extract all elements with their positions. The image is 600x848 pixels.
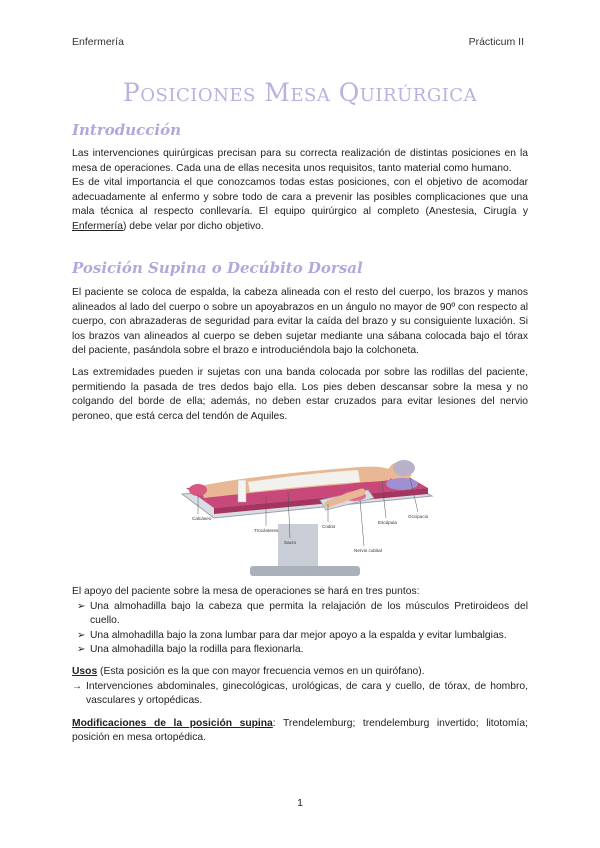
pointer-ulnar <box>360 500 364 546</box>
header-right: Prácticum II <box>468 36 524 48</box>
supine-position-illustration <box>178 442 436 580</box>
modificaciones-text: : Trendelemburg; trendelemburg invertido; litotomía; posición en mesa ortopédica. <box>72 717 528 744</box>
usos-list-item <box>72 680 528 709</box>
support-bullet-text: Una almohadilla bajo la cabeza que permita la relajación de los músculos Pretiroideos del cuello. <box>90 600 528 627</box>
support-intro: El apoyo del paciente sobre la mesa de operaciones se hará en tres puntos: <box>72 586 420 597</box>
header-left: Enfermería <box>72 36 124 48</box>
supina-support-section <box>72 585 528 746</box>
label-scapula: Escápula <box>378 520 397 525</box>
intro-paragraph-1: Las intervenciones quirúrgicas precisan para su correcta realización de distintas posiciones en la mesa de operaciones. Cada una de ellas necesita unos requisitos, tanto material como humano. <box>72 148 528 174</box>
usos-list <box>72 680 528 709</box>
label-occiput: Occipucio <box>408 514 429 519</box>
intro-heading: Introducción <box>72 121 182 139</box>
modificaciones-label: Modificaciones de la posición supina <box>72 717 273 729</box>
bullet-arrow-icon: ➢ <box>77 629 86 641</box>
support-bullet-list <box>72 600 528 658</box>
surgical-cap <box>393 460 415 476</box>
support-bullet-3 <box>72 643 528 658</box>
support-bullet-text: Una almohadilla bajo la rodilla para flexionarla. <box>90 644 304 656</box>
modificaciones-line <box>72 717 528 746</box>
page-title: Posiciones Mesa Quirúrgica <box>122 78 478 107</box>
intro-p2-after: ) debe velar por dicho objetivo. <box>122 220 264 232</box>
support-bullet-1 <box>72 600 528 629</box>
supina-paragraph-1: El paciente se coloca de espalda, la cabeza alineada con el resto del cuerpo, los brazos y manos alineados al lado del cuerpo o sobre un apoyabrazos en un ángulo no mayor de 90º con respecto al cuerpo, con abrazaderas de seguridad para evitar la caída del brazo y su consiguiente luxación. Si los brazos van alineados al cuerpo se deben sujetar mediante una sábana colocada bajo el tórax del paciente, pasándola sobre el brazo e introduciéndola bajo la colchoneta. <box>72 287 528 357</box>
usos-text: (Esta posición es la que con mayor frecuencia vemos en un quirófano). <box>97 665 425 677</box>
bullet-arrow-icon: ➢ <box>77 644 86 656</box>
knee-strap <box>238 480 246 502</box>
label-elbows: Codos <box>322 524 336 529</box>
support-bullet-text: Una almohadilla bajo la zona lumbar para dar mejor apoyo a la espalda y evitar lumbalgias. <box>90 629 507 641</box>
table-pedestal <box>278 524 318 568</box>
table-base <box>250 566 360 576</box>
supina-heading: Posición Supina o Decúbito Dorsal <box>72 259 363 277</box>
enfermeria-link[interactable]: Enfermería <box>72 220 123 232</box>
usos-label: Usos <box>72 665 98 677</box>
right-arrow-icon: → <box>72 680 82 692</box>
usos-list-text: Intervenciones abdominales, ginecológicas, urológicas, de cara y cuello, de tórax, de hombro, vasculares y ortopédicas. <box>86 680 528 707</box>
label-ulnar: Nervio cubital <box>354 548 382 553</box>
intro-section <box>72 121 528 235</box>
supina-section <box>72 259 528 424</box>
label-sacral: Sacro <box>284 540 297 545</box>
supina-paragraph-2: Las extremidades pueden ir sujetas con una banda colocada por sobre las rodillas del paciente, permitiendo la pasada de tres dedos bajo ella. Los pies deben descansar sobre la mesa y no colgando del borde de ella; además, no deben estar cruzados para evitar lesiones del nervio peroneo, que está cerca del tendón de Aquiles. <box>72 366 528 422</box>
usos-line <box>72 665 528 680</box>
intro-paragraph-2 <box>72 176 528 234</box>
label-trochanters: Trocánteres <box>254 528 279 533</box>
intro-p2-before: Es de vital importancia el que conozcamos todas estas posiciones, con el objetivo de acomodar adecuadamente al enfermo y sobre todo de cara a prevenir las posibles complicaciones que una mala técnica al respecto conllevaría. El equipo quirúrgico al completo (Anestesia, Cirugía y <box>72 177 528 218</box>
bullet-arrow-icon: ➢ <box>77 600 86 612</box>
support-bullet-2 <box>72 629 528 644</box>
page-number: 1 <box>297 797 303 809</box>
head-pad <box>386 478 418 490</box>
label-heels: Calcáneo <box>192 516 212 521</box>
